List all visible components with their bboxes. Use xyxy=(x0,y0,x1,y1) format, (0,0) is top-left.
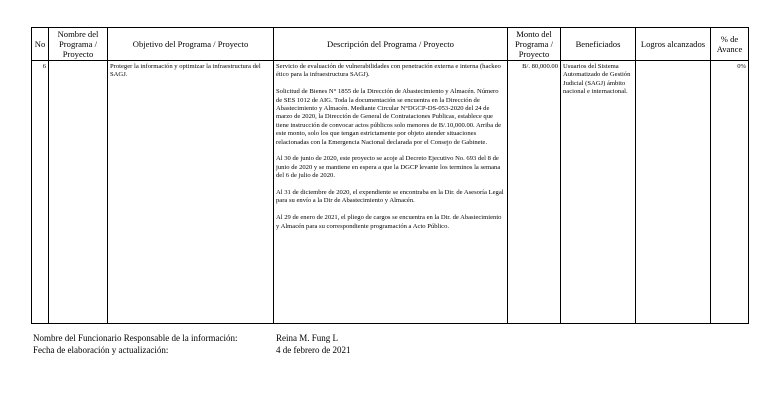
descripcion-paragraph: Al 31 de diciembre de 2020, el expendiente se encontraba en la Dir. de Asesoría Legal para su envío a la Dir de Abastecimiento y Almacén. xyxy=(276,189,504,205)
header-avance: % de Avance xyxy=(711,28,749,61)
table-header-row xyxy=(32,28,749,61)
cell-descripcion xyxy=(274,61,508,324)
header-logros: Logros alcanzados xyxy=(636,28,711,61)
programs-table xyxy=(31,27,749,324)
cell-logros xyxy=(636,61,711,324)
responsable-label: Nombre del Funcionario Responsable de la información: xyxy=(33,333,238,343)
descripcion-paragraph: Servicio de evaluación de vulnerabilidades con penetración externa e interna (hackeo ético para la infraestructura SAGJ). xyxy=(276,63,501,79)
header-no: No xyxy=(32,28,49,61)
header-nombre: Nombre del Programa / Proyecto xyxy=(49,28,108,61)
cell-nombre xyxy=(49,61,108,324)
descripcion-paragraph: Solicitud de Bienes N° 1855 de la Dirección de Abastecimiento y Almacén. Número de SES 1012 de AIG. Toda la documentación se encuentra en la Dirección de Abastecimiento y Almacén. Mediante Circular N°DGCP-DS-053-2020 del 24 de marzo de 2020, la Dirección de General de Contrataciones Publicas, establece que tiene instrucción de convocar actos públicos solo menores de B/.10,000.00. Arriba de este monto, solo los que tengan estrictamente por objeto atender situaciones relacionadas con la Emergencia Nacional declarada por el Consejo de Gabinete. xyxy=(276,88,502,146)
header-monto: Monto del Programa / Proyecto xyxy=(508,28,561,61)
header-objetivo: Objetivo del Programa / Proyecto xyxy=(108,28,274,61)
cell-no: 6 xyxy=(32,61,49,324)
descripcion-paragraph: Al 29 de enero de 2021, el pliego de cargos se encuentra en la Dir. de Abastecimiento y Almacén para su correspondiente programación a Acto Público. xyxy=(276,214,502,230)
cell-monto: B/. 80,000.00 xyxy=(508,61,561,324)
descripcion-paragraph: Al 30 de junio de 2020, este proyecto se acoje al Decreto Ejecutivo No. 693 del 8 de junio de 2020 y se mantiene en espera a que la DGCP levante los terminos la semana del 6 de julio de 2020. xyxy=(276,155,501,180)
cell-objetivo: Proteger la información y optimizar la infraestructura del SAGJ. xyxy=(108,61,274,324)
fecha-value: 4 de febrero de 2021 xyxy=(276,344,351,355)
responsable-value: Reina M. Fung L xyxy=(276,333,338,343)
cell-beneficiados: Usuarios del Sistema Automatizado de Gestión Judicial (SAGJ) ámbito nacional e internacional. xyxy=(561,61,636,324)
header-beneficiados: Beneficiados xyxy=(561,28,636,61)
cell-avance: 0% xyxy=(711,61,749,324)
header-descripcion: Descripción del Programa / Proyecto xyxy=(274,28,508,61)
table-row xyxy=(32,61,749,324)
fecha-label: Fecha de elaboración y actualización: xyxy=(33,344,169,355)
